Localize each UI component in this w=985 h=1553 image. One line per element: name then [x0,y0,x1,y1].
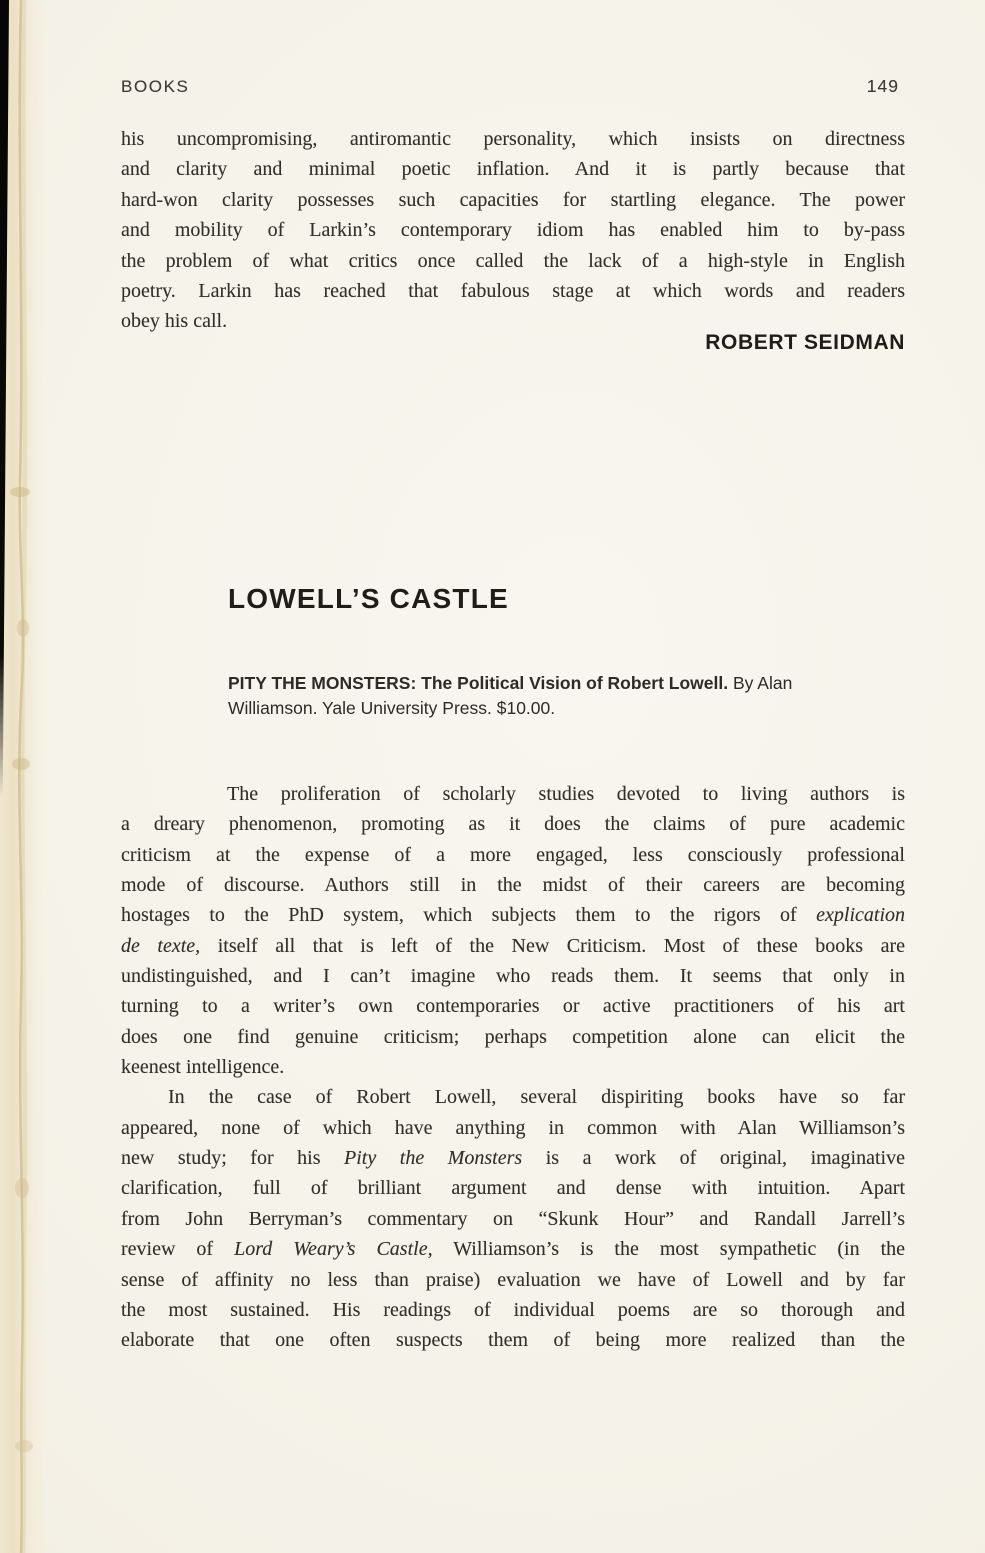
previous-review-conclusion [121,124,905,337]
text-line: turning to a writer’s own contemporaries or active practitioners of his art [121,995,905,1018]
text-segment: review of [121,1238,235,1261]
text-line: from John Berryman’s commentary on “Skunk Hour” and Randall Jarrell’s [121,1207,905,1230]
text-line: mode of discourse. Authors still in the midst of their careers are becoming [121,874,905,897]
text-segment: new study; for his [121,1147,345,1170]
text-line: In the case of Robert Lowell, several dispiriting books have so far [168,1086,905,1109]
italic-term: explication [816,904,905,927]
citation-book-title: PITY THE MONSTERS: The Political Vision of Robert Lowell. [228,673,729,693]
text-line: does one find genuine criticism; perhaps competition alone can elicit the [121,1025,905,1048]
text-line: poetry. Larkin has reached that fabulous stage at which words and readers [121,280,905,303]
text-line [121,931,905,961]
text-segment: Williamson’s is the most sympathetic (in the [432,1238,905,1261]
text-segment: is a work of original, imaginative [522,1147,905,1170]
citation-author-start: By Alan [728,673,793,693]
text-line: appeared, none of which have anything in common with Alan Williamson’s [121,1116,905,1139]
text-line [121,1143,905,1173]
text-line: elaborate that one often suspects them of being more realized than the [121,1329,905,1352]
text-line [121,1234,905,1264]
citation-line [228,671,900,696]
review-body [121,779,905,1356]
italic-term: de texte, [121,934,201,957]
text-line: undistinguished, and I can’t imagine who reads them. It seems that only in [121,965,905,988]
text-line: and clarity and minimal poetic inflation. And it is partly because that [121,158,905,181]
text-line: sense of affinity no less than praise) evaluation we have of Lowell and by far [121,1268,905,1291]
text-line: criticism at the expense of a more engaged, less consciously professional [121,843,905,866]
text-line: The proliferation of scholarly studies devoted to living authors is [227,783,905,805]
citation-line: Williamson. Yale University Press. $10.00. [228,697,556,718]
text-line: the most sustained. His readings of individual poems are so thorough and [121,1298,905,1321]
text-line: keenest intelligence. [121,1056,285,1079]
text-line: a dreary phenomenon, promoting as it does the claims of pure academic [121,813,905,836]
text-line: his uncompromising, antiromantic personality, which insists on directness [121,128,905,150]
section-header: BOOKS [121,77,190,96]
article-title: LOWELL’S CASTLE [228,583,509,614]
text-line [121,900,905,930]
italic-book-title: Pity the Monsters [344,1147,523,1170]
text-line: and mobility of Larkin’s contemporary idiom has enabled him to by-pass [121,219,905,242]
text-segment: itself all that is left of the New Criticism. Most of these books are [200,934,906,957]
text-line: clarification, full of brilliant argument and dense with intuition. Apart [121,1177,905,1200]
text-segment: hostages to the PhD system, which subjects them to the rigors of [121,904,817,927]
text-line: hard-won clarity possesses such capacities for startling elegance. The power [121,188,905,211]
text-line: the problem of what critics once called the lack of a high-style in English [121,249,905,272]
text-line: obey his call. [121,310,228,333]
page-number: 149 [866,76,899,96]
running-header [121,76,899,97]
italic-book-title: Lord Weary’s Castle, [234,1238,433,1261]
book-citation [228,671,900,720]
reviewer-byline: ROBERT SEIDMAN [705,331,905,354]
